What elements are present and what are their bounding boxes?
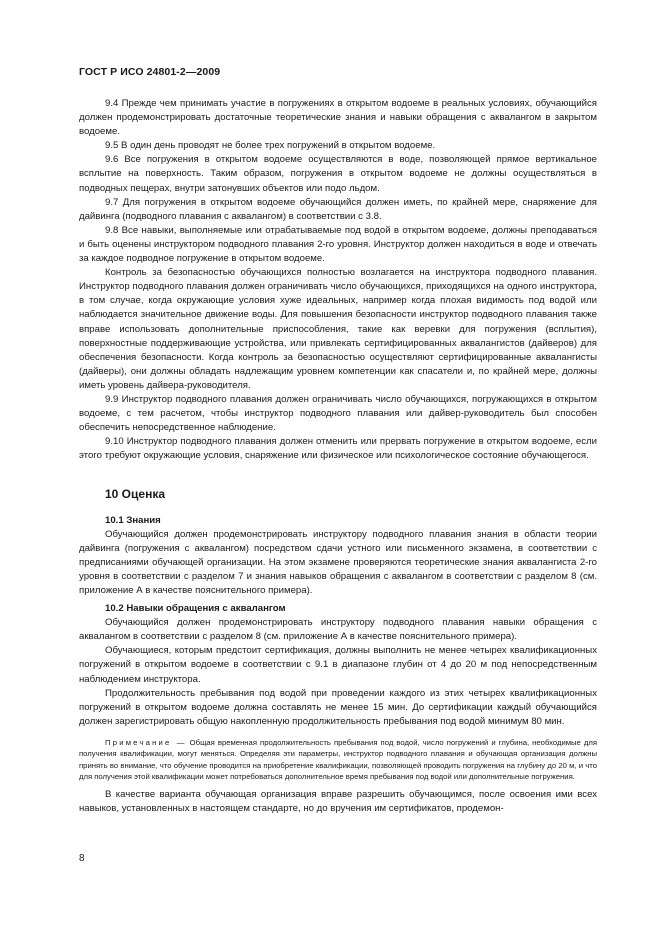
paragraph-10-2-c: Продолжительность пребывания под водой при проведении каждого из этих четырех квалификационных погружений в открытом водоеме должна составлять не менее 15 мин. До сертификации каждый обучающийся должен зарегистрировать общую накопленную продолжительность пребывания под водой минимум 80 мин. [79, 687, 597, 727]
section-10-title: 10 Оценка [105, 487, 165, 502]
paragraph-10-2-b: Обучающиеся, которым предстоит сертификация, должны выполнить не менее четырех квалификационных погружений в открытом водоеме в соответствии с 9.1 в диапазоне глубин от 4 до 20 м под непосредственным наблюдением инструктора. [79, 645, 597, 685]
paragraph-10-2-a: Обучающийся должен продемонстрировать инструктору подводного плавания навыки обращения с аквалангом в соответствии с разделом 8 (см. приложение А в качестве пояснительного примера). [79, 617, 597, 643]
paragraph-9-8-safety: Контроль за безопасностью обучающихся полностью возлагается на инструктора подводного плавания. Инструктор подводного плавания должен ограничивать число обучающихся, приходящихся на одного инструктора, в том случае, когда окружающие условия хуже идеальных, например когда плохая видимость под водой или наблюдается значительное движение воды. Для повышения безопасности инструктор подводного плавания также вправе использовать дополнительные приспособления, такие как веревки для погружения (всплытия), поверхностные поддерживающие устройства, или привлекать сертифицированных аквалангистов (дайверов) для обеспечения безопасности. Когда контроль за безопасностью осуществляют сертифицированные аквалангисты (дайверы), они должны обладать надлежащим уровнем компетенции как спасатели и, по крайней мере, должны иметь уровень дайвера-руководителя. [79, 267, 597, 391]
note-label: Примечание — [105, 737, 187, 747]
paragraph-9-8: 9.8 Все навыки, выполняемые или отрабатываемые под водой в открытом водоеме, должны преподаваться и быть оценены инструктором подводного плавания 2-го уровня. Инструктор должен находиться в воде и отвечать за каждое подводное погружение в открытом водоеме. [79, 224, 597, 265]
paragraph-9-10: 9.10 Инструктор подводного плавания должен отменить или прервать погружение в открытом водоеме, если этого требуют окружающие условия, снаряжение или физическое или психологическое состояние обучающегося. [79, 436, 597, 462]
document-body [79, 97, 597, 816]
subsection-10-1-title: 10.1 Знания [105, 514, 161, 526]
paragraph-9-4: 9.4 Прежде чем принимать участие в погружениях в открытом водоеме в реальных условиях, обучающийся должен продемонстрировать достаточные теоретические знания и навыки обращения с аквалангом в закрытом водоеме. [79, 98, 597, 138]
paragraph-9-9: 9.9 Инструктор подводного плавания должен ограничивать число обучающихся, погружающихся в открытом водоеме, с тем расчетом, чтобы инструктор подводного плавания или дайвер-руководитель был способен обеспечить непосредственное наблюдение. [79, 393, 597, 434]
paragraph-9-7: 9.7 Для погружения в открытом водоеме обучающийся должен иметь, по крайней мере, снаряжение для дайвинга (подводного плавания с аквалангом) в соответствии с 3.8. [79, 196, 597, 222]
subsection-10-2-title: 10.2 Навыки обращения с аквалангом [105, 603, 286, 615]
paragraph-last: В качестве варианта обучающая организация вправе разрешить обучающимся, после освоения ими всех навыков, установленных в настоящем стандарте, но до вручения им сертификатов, продемон- [79, 789, 597, 815]
page-number: 8 [79, 853, 85, 864]
paragraph-10-1: Обучающийся должен продемонстрировать инструктору подводного плавания знания в области теории дайвинга (погружения с аквалангом) посредством сдачи устного или письменного экзамена, в соответствии с предписаниями обучающей организации. На этом экзамене проверяются теоретические знания аквалангиста 2-го уровня в соответствии с разделом 7 и знания навыков обращения с аквалангом в соответствии с разделом 8 (см. приложение А в качестве пояснительного примера). [79, 528, 597, 596]
note-text: Общая временная продолжительность пребывания под водой, число погружений и глубина, необходимые для получения квалификации, могут меняться. Определяя эти параметры, инструктор подводного плавания и обучающая организация должны принять во внимание, что обучение проводится на приобретение квалификации, позволяющей проводить погружения на глубину до 20 м, и что для получения этой квалификации может потребоваться дополнительное время пребывания под водой или дополнительные погружения. [79, 737, 597, 781]
document-header: ГОСТ Р ИСО 24801-2—2009 [79, 66, 221, 78]
note [79, 737, 597, 782]
paragraph-9-5: 9.5 В один день проводят не более трех погружений в открытом водоеме. [105, 140, 436, 152]
paragraph-9-6: 9.6 Все погружения в открытом водоеме осуществляются в воде, позволяющей прямое вертикальное всплытие на поверхность. Таким образом, погружения в открытом водоеме не должны осуществляться в подводных пещерах, внутри затонувших объектов или подо льдом. [79, 154, 597, 194]
